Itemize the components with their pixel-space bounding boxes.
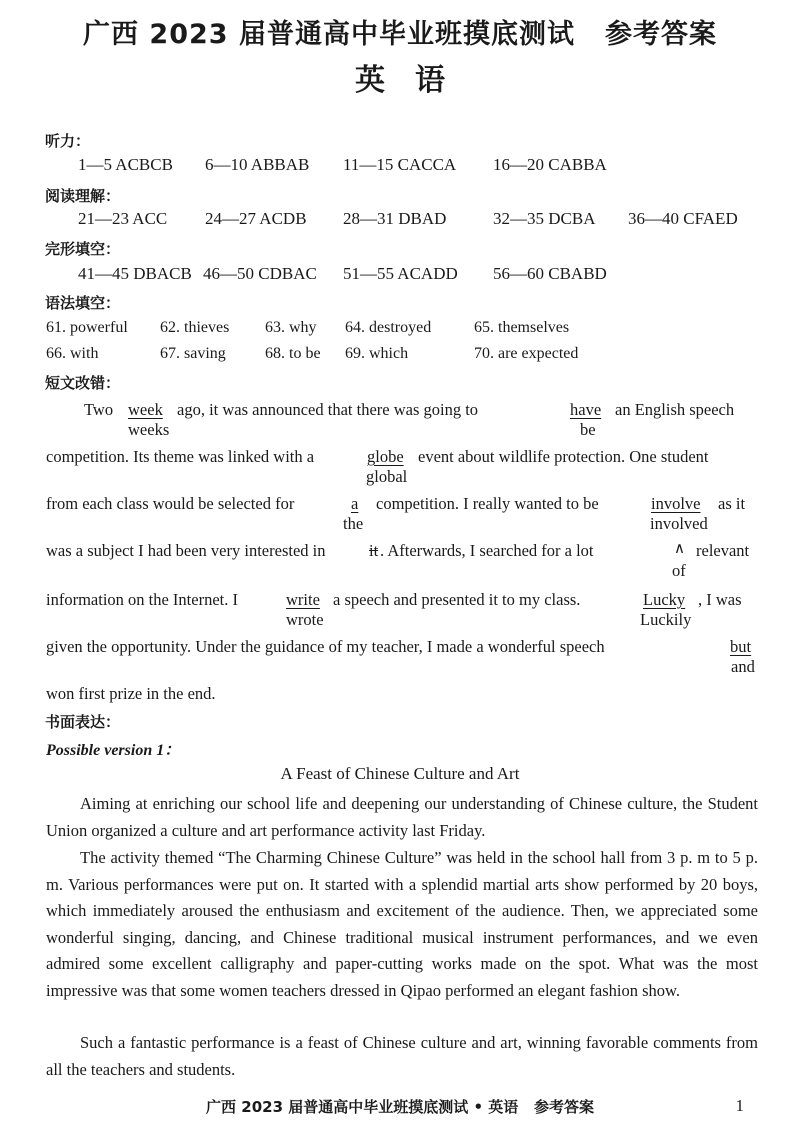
page-footer: 广西 2023 届普通高中毕业班摸底测试 • 英语 参考答案 [206,1098,594,1116]
answer-group: 21—23 ACC [78,209,168,228]
essay-paragraph: Aiming at enriching our school life and deepening our understanding of Chinese culture, the Student Union organized a culture and art performance activity last Friday. [46,794,758,840]
section-cloze-label: 完形填空： [45,240,121,258]
error-word: a [351,494,359,513]
error-word: week [128,400,163,419]
answer-item: 70. are expected [474,345,579,362]
essay-paragraph: Such a fantastic performance is a feast of Chinese culture and art, winning favorable comments from all the teachers and students. [46,1033,758,1079]
page-title: 广西 2023 届普通高中毕业班摸底测试 参考答案 [83,19,717,50]
answer-group: 6—10 ABBAB [205,155,310,174]
correction-word: Luckily [640,610,692,629]
answer-item: 65. themselves [474,319,570,336]
answer-group: 28—31 DBAD [343,209,447,228]
answer-group: 1—5 ACBCB [78,155,173,174]
answer-item: 68. to be [265,345,321,362]
section-writing-label: 书面表达： [45,713,121,731]
correction-word: be [580,420,596,439]
answer-group: 56—60 CBABD [493,264,607,283]
correction-word: wrote [286,610,324,629]
answer-group: 36—40 CFAED [628,209,738,228]
answer-group: 51—55 ACADD [343,264,458,283]
deleted-word: it [369,541,379,560]
answer-item: 66. with [46,345,99,362]
section-grammar-label: 语法填空： [45,294,121,312]
error-word: have [570,400,602,419]
correction-word: weeks [128,420,170,439]
correction-word: the [343,514,364,533]
error-word: involve [651,494,701,513]
answer-group: 32—35 DCBA [493,209,596,228]
insert-mark: ∧ [674,541,685,557]
version-label: Possible version 1： [46,742,181,759]
answer-group: 46—50 CDBAC [203,264,317,283]
correction-word: and [731,657,755,676]
answer-item: 63. why [265,319,317,336]
section-correction-label: 短文改错： [45,374,121,392]
answer-item: 69. which [345,345,409,362]
essay-title: A Feast of Chinese Culture and Art [280,764,520,783]
answer-group: 16—20 CABBA [493,155,607,174]
answer-item: 64. destroyed [345,319,432,336]
error-word: globe [367,447,404,466]
answer-item: 67. saving [160,345,226,362]
answer-item: 62. thieves [160,319,230,336]
error-word: write [286,590,320,609]
error-word: but [730,637,752,656]
answer-item: 61. powerful [46,319,128,336]
answer-group: 41—45 DBACB [78,264,192,283]
correction-word: global [366,467,408,486]
subject-title: 英语 [355,63,475,98]
answer-group: 11—15 CACCA [343,155,457,174]
error-word: Lucky [643,590,686,609]
essay-paragraph: The activity themed “The Charming Chinese Culture” was held in the school hall from 3 p. m to 5 p. m. Various performances were put on. It started with a splendid martial arts show performed by 20 boys, which immediately aroused the enthusiasm and excitement of the audience. Then, we appreciated some wonderful singing, dancing, and Chinese traditional musical instrument performances, and we even admired some excellent calligraphy and paper-cutting works made on the spot. What was the most impressive was that some women teachers dressed in Qipao performed an elegant fashion show. [46,848,758,1000]
section-reading-label: 阅读理解： [45,187,121,205]
answer-group: 24—27 ACDB [205,209,307,228]
correction-word: involved [650,514,708,533]
page-number: 1 [735,1096,744,1115]
section-listening-label: 听力： [45,132,91,150]
correction-word: of [672,561,686,580]
